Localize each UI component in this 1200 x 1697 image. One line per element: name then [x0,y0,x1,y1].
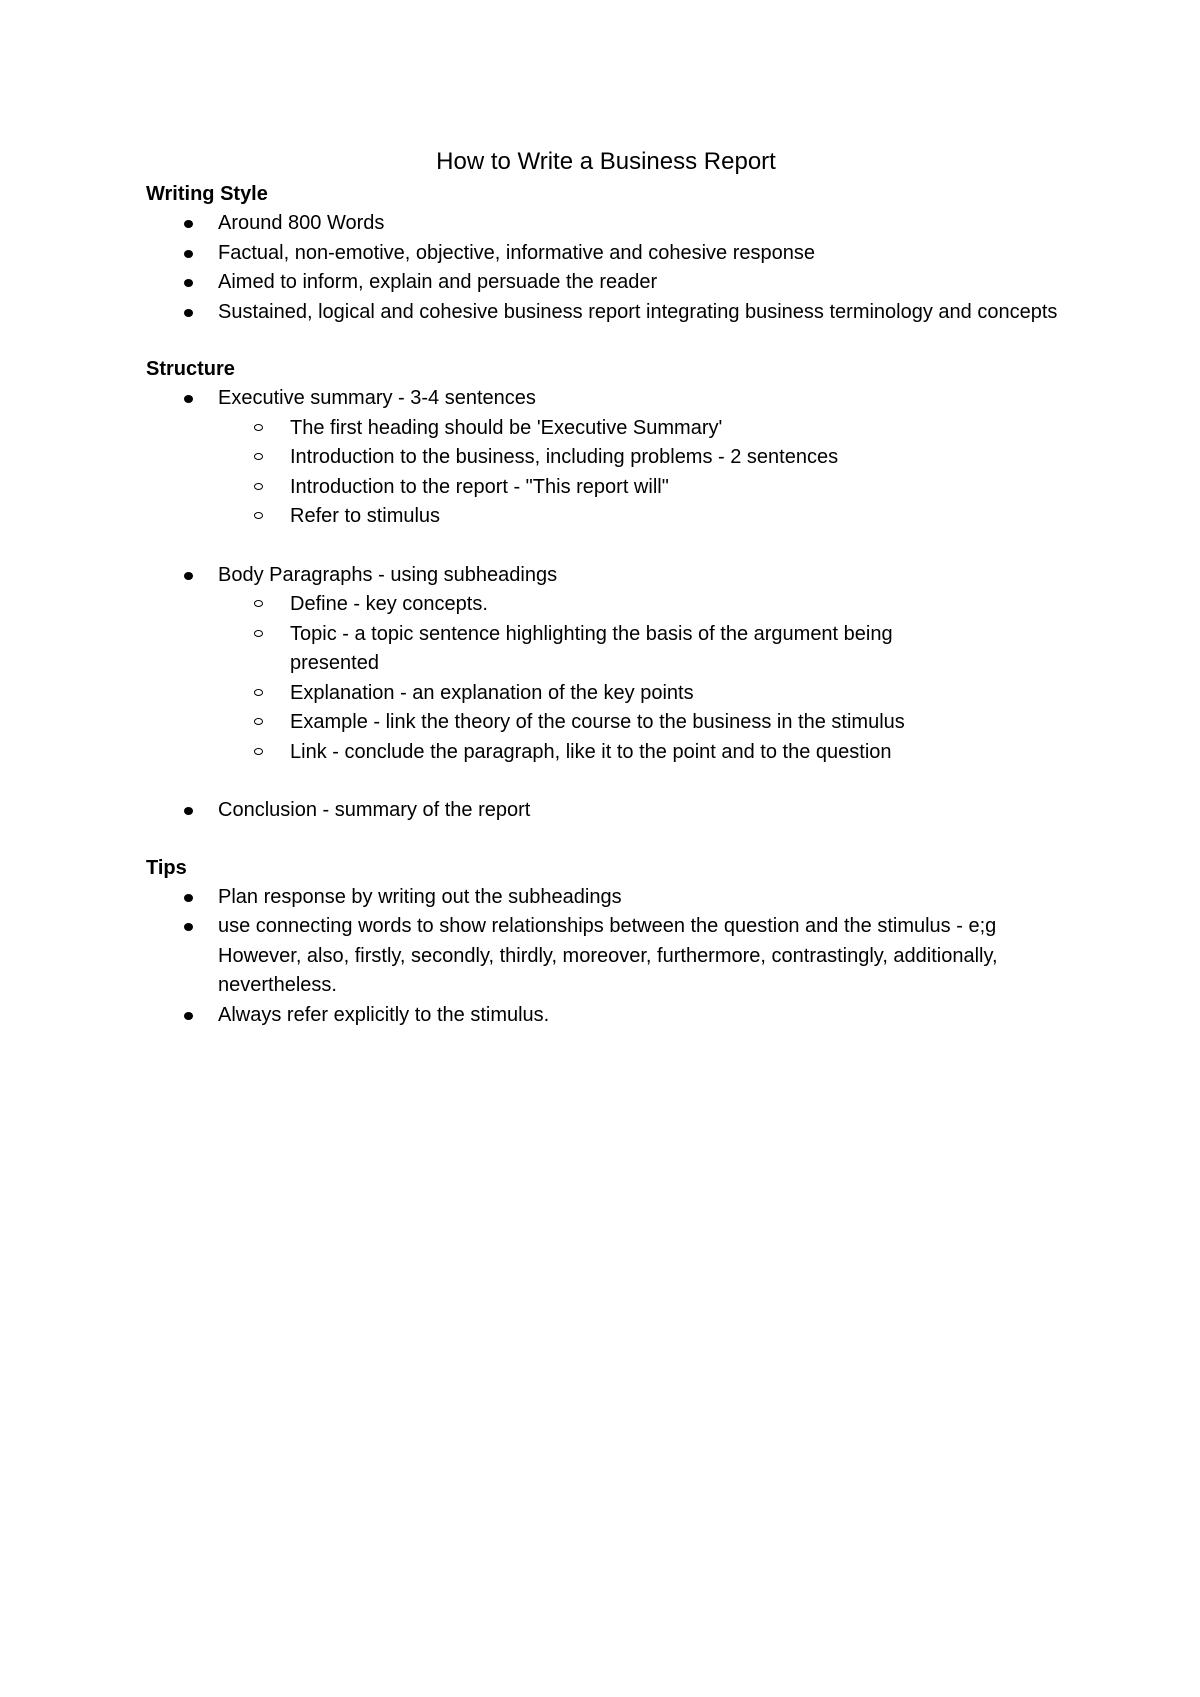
bullet-icon [184,894,193,902]
executive-summary-sublist [218,414,1066,532]
spacer [146,532,1066,561]
list-item: Plan response by writing out the subheadings [146,883,1066,913]
hollow-bullet-icon [254,424,263,431]
hollow-bullet-icon [254,512,263,519]
structure-list [146,384,1066,414]
sublist-item: Topic - a topic sentence highlighting the basis of the argument being presented [218,620,938,679]
document-page [146,145,1066,1030]
list-item-conclusion: Conclusion - summary of the report [146,796,1066,826]
body-paragraphs-sublist [218,590,938,767]
hollow-bullet-icon [254,483,263,490]
list-item-executive-summary: Executive summary - 3-4 sentences [146,384,1066,414]
bullet-icon [184,807,193,815]
bullet-icon [184,1012,193,1020]
tips-list [146,883,1066,1031]
structure-list-conclusion [146,796,1066,826]
sublist-item: Link - conclude the paragraph, like it to the point and to the question [218,738,938,768]
writing-style-list [146,209,1066,327]
spacer [146,826,1066,854]
list-item: Factual, non-emotive, objective, informative and cohesive response [146,239,1066,269]
bullet-icon [184,395,193,403]
spacer [146,327,1066,355]
spacer [146,767,1066,796]
bullet-icon [184,279,193,287]
list-item: use connecting words to show relationships between the question and the stimulus - e;g However, also, firstly, secondly, thirdly, moreover, furthermore, contrastingly, additionally, nevertheless. [146,912,1066,1001]
section-heading-structure: Structure [146,358,235,380]
document-title: How to Write a Business Report [436,148,776,175]
section-heading-tips: Tips [146,856,187,879]
bullet-icon [184,572,193,580]
list-item-body-paragraphs: Body Paragraphs - using subheadings [146,561,1066,591]
hollow-bullet-icon [254,718,263,725]
sublist-item: Explanation - an explanation of the key points [218,679,938,709]
hollow-bullet-icon [254,630,263,637]
sublist-item: Define - key concepts. [218,590,938,620]
hollow-bullet-icon [254,689,263,696]
section-heading-writing-style: Writing Style [146,183,268,205]
bullet-icon [184,250,193,258]
bullet-icon [184,923,193,931]
sublist-item: The first heading should be 'Executive Summary' [218,414,1066,444]
structure-list-body [146,561,1066,591]
sublist-item: Refer to stimulus [218,502,1066,532]
list-item: Aimed to inform, explain and persuade the reader [146,268,1066,298]
bullet-icon [184,309,193,317]
list-item: Sustained, logical and cohesive business report integrating business terminology and concepts [146,298,1066,328]
sublist-item: Introduction to the report - "This report will" [218,473,1066,503]
list-item: Always refer explicitly to the stimulus. [146,1001,1066,1031]
bullet-icon [184,220,193,228]
list-item: Around 800 Words [146,209,1066,239]
hollow-bullet-icon [254,600,263,607]
sublist-item: Example - link the theory of the course to the business in the stimulus [218,708,938,738]
hollow-bullet-icon [254,453,263,460]
hollow-bullet-icon [254,748,263,755]
sublist-item: Introduction to the business, including problems - 2 sentences [218,443,1066,473]
